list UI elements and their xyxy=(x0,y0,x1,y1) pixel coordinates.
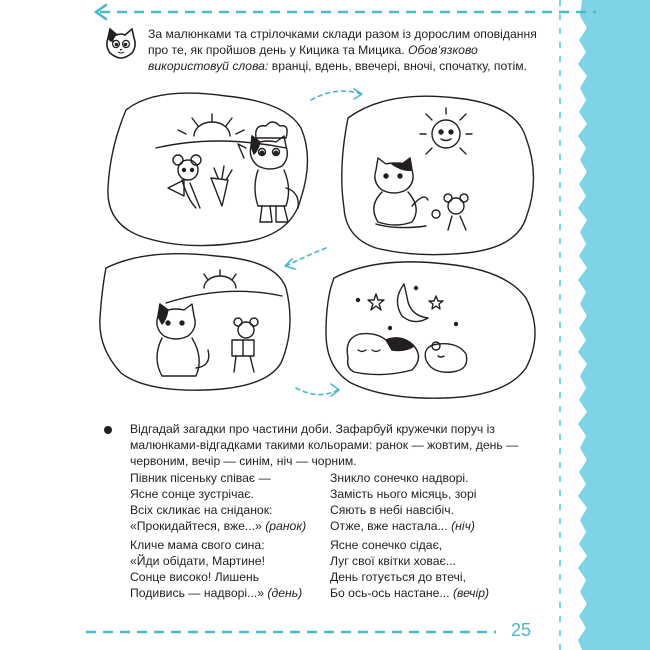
riddle-line: Бо ось-ось настане... xyxy=(330,586,453,600)
riddle-line: Півник пісеньку співає — xyxy=(130,471,271,485)
riddle-answer: (вечір) xyxy=(452,586,490,600)
task-bullet xyxy=(104,426,112,434)
riddle-line: Подивись — надворі...» xyxy=(130,586,268,600)
riddle-line: Зникло сонечко надворі. xyxy=(330,471,469,485)
riddle-line: Луг свої квітки ховає... xyxy=(330,554,456,568)
riddle-line: День готується до втечі, xyxy=(330,570,466,584)
page-number: 25 xyxy=(511,620,532,640)
riddle-night xyxy=(330,470,476,534)
day-scenes-illustration xyxy=(86,88,556,406)
scene-night xyxy=(326,262,535,398)
riddle-day xyxy=(130,537,302,601)
riddle-evening xyxy=(330,537,489,601)
riddle-answer: (день) xyxy=(267,586,303,600)
riddle-line: Ясне сонце зустрічає. xyxy=(130,487,254,501)
decorative-side-strip xyxy=(542,0,650,650)
riddle-line: Сяють в небі навсібіч. xyxy=(330,503,454,517)
riddle-answer: (ніч) xyxy=(451,519,475,533)
bottom-dashed-line xyxy=(86,622,526,642)
intro-text-start: За малюнками та стрілочками склади разом із дорослим оповідання про те, як пройшов день у Кицика та Мицика. xyxy=(148,27,537,57)
riddle-line: «Йди обідати, Мартине! xyxy=(130,554,265,568)
scene-evening xyxy=(100,254,290,390)
riddle-line: Ясне сонечко сідає, xyxy=(330,538,443,552)
riddle-line: «Прокидайтеся, вже...» xyxy=(130,519,266,533)
intro-text-emphasis: Обов’язково використовуй слова: xyxy=(148,43,478,73)
riddle-line: Кличе мама свого сина: xyxy=(130,538,265,552)
riddle-line: Сонце високо! Лишень xyxy=(130,570,260,584)
riddles-task-text: Відгадай загадки про частини доби. Зафарбуй кружечки поруч із малюнками-відгадками такими кольорами: ранок — жовтим, день — червоним, вечір — синім, ніч — чорним. xyxy=(130,422,519,468)
top-dashed-arrow xyxy=(86,2,606,22)
cat-head-icon xyxy=(104,28,138,60)
task-intro-text xyxy=(148,26,546,74)
intro-text-end: вранці, вдень, ввечері, вночі, спочатку, потім. xyxy=(268,59,528,73)
scene-arrows xyxy=(286,91,361,394)
riddle-line: Замість нього місяць, зорі xyxy=(330,487,477,501)
riddle-morning xyxy=(130,470,306,534)
riddle-answer: (ранок) xyxy=(265,519,307,533)
riddle-line: Всіх скликає на сніданок: xyxy=(130,503,273,517)
riddle-line: Отже, вже настала... xyxy=(330,519,452,533)
scene-day xyxy=(342,96,534,254)
scene-morning xyxy=(108,93,308,246)
